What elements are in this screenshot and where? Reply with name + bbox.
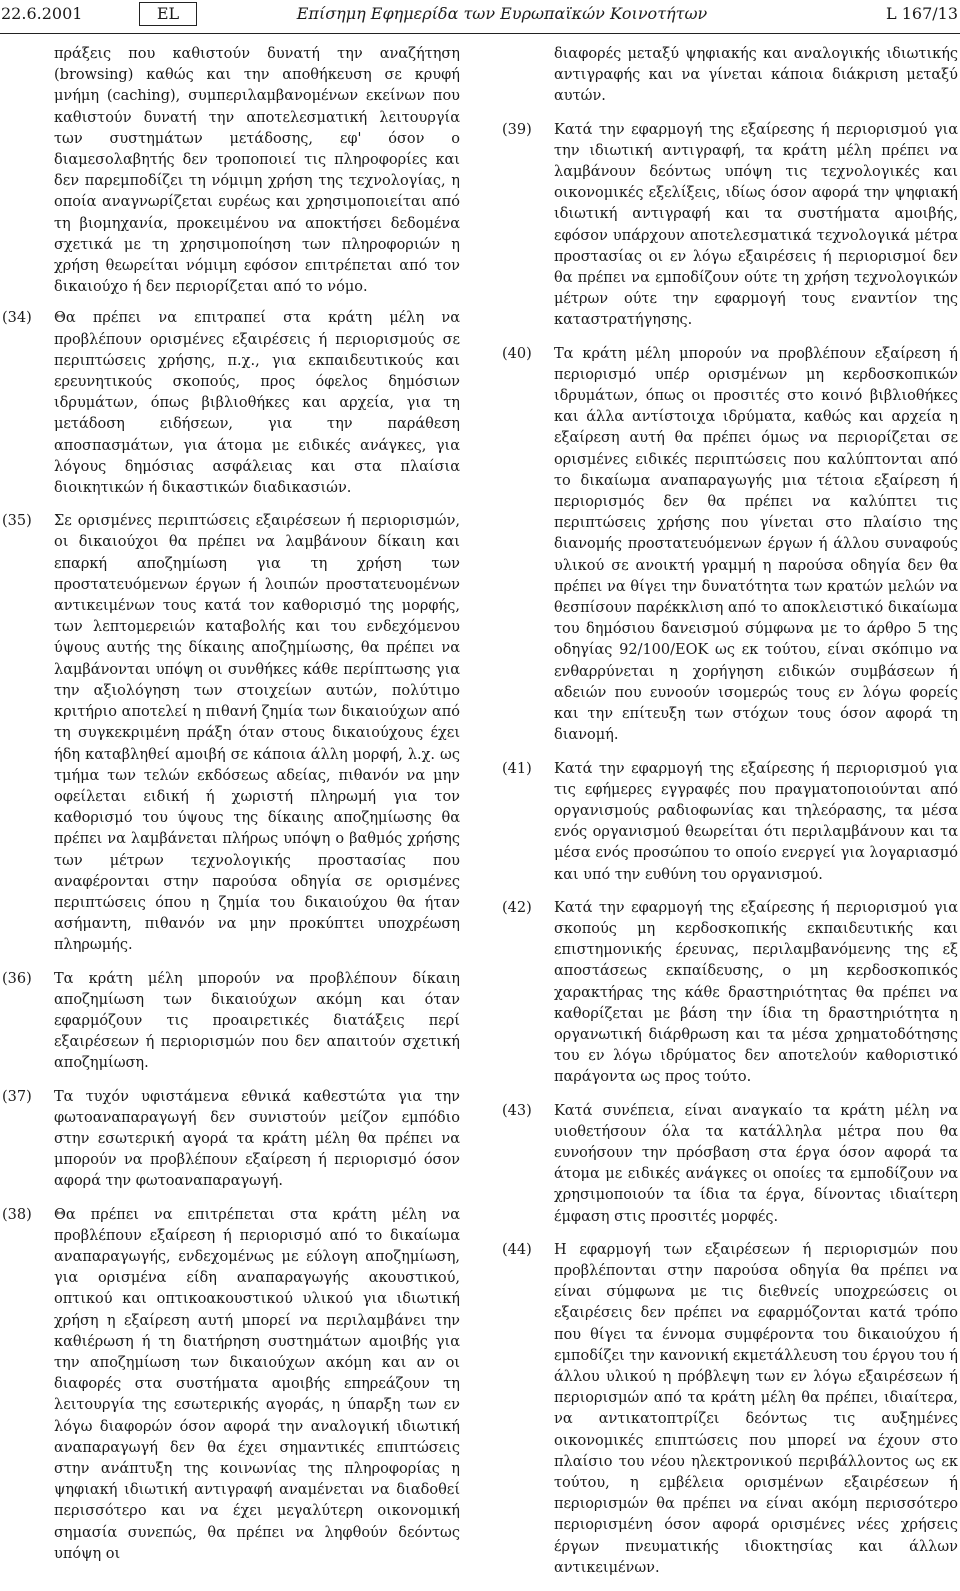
left-column: [2, 44, 460, 1577]
recital-text: Τα τυχόν υφιστάμενα εθνικά καθεστώτα για την φωτοαναπαραγωγή δεν συνιστούν μείζον εμπόδιο στην εσωτερική αγορά τα κράτη μέλη θα πρέπει να μπορούν να προβλέπουν εξαίρεση ή περιορισμό όσον αφορά την φωτοαναπαραγωγή.: [54, 1088, 460, 1190]
publication-date: 22.6.2001: [1, 4, 83, 23]
recital-43: [502, 1101, 958, 1228]
page-header: [0, 0, 960, 34]
recital-text: Κατά την εφαρμογή της εξαίρεσης ή περιορισμού για τις εφήμερες εγγραφές που πραγματοποιούνται από οργανισμούς ραδιοφωνίας και τηλεόρασης, τα μέσα ενός οργανισμού θεωρείται ότι περιλαμβάνουν και τα μέσα ενός προσώπου το οποίο ενεργεί για λογαριασμό και υπό την ευθύνη του οργανισμού.: [554, 760, 958, 883]
recital-number: (44): [502, 1241, 532, 1258]
recital-text: Θα πρέπει να επιτρέπεται στα κράτη μέλη να προβλέπουν εξαίρεση ή περιορισμό από το δικαίωμα αναπαραγωγής, ενδεχομένως με εύλογη αποζημίωση, για ορισμένα είδη αναπαραγωγής ακουστικού, οπτικού και οπτικοακουστικού υλικού για ιδιωτική χρήση η εξαίρεση αυτή μπορεί να περιλαμβάνει την καθιέρωση ή τη διατήρηση συστημάτων αμοιβής για την αποζημίωση των δικαιούχων ακόμη και αν οι διαφορές στα συστήματα αμοιβής επηρεάζουν τη λειτουργία της εσωτερικής αγοράς, η ύπαρξη των εν λόγω διαφορών όσον αφορά την αναλογική ιδιωτική αναπαραγωγή δεν θα έχει σημαντικές επιπτώσεις στην ανάπτυξη της κοινωνίας της πληροφορίας η ψηφιακή ιδιωτική αντιγραφή αναμένεται να διαδοθεί περισσότερο και να έχει μεγαλύτερη οικονομική σημασία συνεπώς, θα πρέπει να ληφθούν δεόντως υπόψη οι: [54, 1206, 460, 1562]
recital-34: [2, 308, 460, 499]
recital-text: Τα κράτη μέλη μπορούν να προβλέπουν δίκαιη αποζημίωση των δικαιούχων ακόμη και όταν εφαρμόζουν τις προαιρετικές διατάξεις περί εξαιρέσεων ή περιορισμών που δεν απαιτούν σχετική αποζημίωση.: [54, 970, 460, 1072]
recital-number: (41): [502, 760, 532, 777]
recital-text: Κατά την εφαρμογή της εξαίρεσης ή περιορισμού για την ιδιωτική αντιγραφή, τα κράτη μέλη πρέπει να λαμβάνουν δεόντως υπόψη τις τεχνολογικές και οικονομικές εξελίξεις, ιδίως όσον αφορά την ψηφιακή ιδιωτική αντιγραφή και τα συστήματα αμοιβής, εφόσον υπάρχουν αποτελεσματικά τεχνολογικά μέτρα προστασίας οι εν λόγω εξαιρέσεις ή περιορισμοί δεν θα πρέπει να εμποδίζουν ούτε τη χρήση τεχνολογικών μέτρων ούτε την εφαρμογή τους εναντίον της καταστρατήγησης.: [554, 121, 958, 329]
recital-41: [502, 759, 958, 886]
recital-42: [502, 898, 958, 1089]
recital-number: (40): [502, 345, 532, 362]
recital-text: Κατά συνέπεια, είναι αναγκαίο τα κράτη μέλη να υιοθετήσουν όλα τα κατάλληλα μέτρα που θα ευνοήσουν την πρόσβαση στα έργα όσον αφορά τα άτομα με ειδικές ανάγκες οι οποίες τα εμποδίζουν να χρησιμοποιούν τα ίδια τα έργα, δίνοντας ιδιαίτερη έμφαση στις προσιτές μορφές.: [554, 1102, 958, 1225]
page-reference: L 167/13: [886, 4, 958, 23]
recital-39: [502, 120, 958, 332]
recital-38: [2, 1205, 460, 1565]
recital-text: Θα πρέπει να επιτραπεί στα κράτη μέλη να προβλέπουν ορισμένες εξαιρέσεις ή περιορισμούς σε περιπτώσεις χρήσης, π.χ., για εκπαιδευτικούς και ερευνητικούς σκοπούς, προς όφελος δημόσιων ιδρυμάτων, όπως βιβλιοθήκες και αρχεία, για τη μετάδοση ειδήσεων, για την παράθεση αποσπασμάτων, για άτομα με ειδικές ανάγκες, για λόγους δημόσιας ασφάλειας και στα πλαίσια διοικητικών ή δικαστικών διαδικασιών.: [54, 310, 460, 497]
language-code-box: EL: [139, 2, 197, 26]
continuation-paragraph: πράξεις που καθιστούν δυνατή την αναζήτηση (browsing) καθώς και την αποθήκευση σε κρυφή μνήμη (caching), συμπεριλαμβανομένων εκείνων που καθιστούν δυνατή την αποτελεσματική λειτουργία των συστημάτων μετάδοσης, εφ' όσον ο διαμεσολαβητής δεν τροποποιεί τις πληροφορίες και δεν παρεμποδίζει τη νόμιμη χρήση της τεχνολογίας, η οποία αναγνωρίζεται ευρέως και χρησιμοποιείται από τη βιομηχανία, προκειμένου να αποκτήσει δεδομένα σχετικά με τη χρησιμοποίηση των πληροφοριών η χρήση θεωρείται νόμιμη εφόσον επιτρέπεται από τον δικαιούχο ή δεν περιορίζεται από το νόμο.: [54, 46, 460, 296]
recital-number: (36): [2, 970, 32, 987]
recital-40: [502, 344, 958, 747]
recital-44: [502, 1240, 958, 1579]
recital-text: Κατά την εφαρμογή της εξαίρεσης ή περιορισμού για σκοπούς μη κερδοσκοπικής εκπαιδευτικής και επιστημονικής έρευνας, περιλαμβανόμενης της εξ αποστάσεως εκπαίδευσης, ο μη κερδοσκοπικός χαρακτήρας της κάθε δραστηριότητας θα πρέπει να καθορίζεται με βάση την ίδια τη δραστηριότητα η οργανωτική διάρθρωση και τα μέσα χρηματοδότησης του εν λόγω ιδρύματος δεν αποτελούν καθοριστικό παράγοντα ως προς τούτο.: [554, 899, 958, 1086]
recital-37: [2, 1087, 460, 1193]
continuation-paragraph: διαφορές μεταξύ ψηφιακής και αναλογικής ιδιωτικής αντιγραφής και να γίνεται κάποια διάκριση μεταξύ αυτών.: [554, 46, 958, 105]
recital-number: (38): [2, 1206, 32, 1223]
recital-number: (34): [2, 310, 32, 327]
recital-text: Σε ορισμένες περιπτώσεις εξαιρέσεων ή περιορισμών, οι δικαιούχοι θα πρέπει να λαμβάνουν δίκαιη και επαρκή αποζημίωση για τη χρήση των προστατευόμενων έργων ή λοιπών προστατευομένων αντικειμένων τους κατά τον καθορισμό της μορφής, των λεπτομερειών καταβολής και του ενδεχόμενου ύψους αυτής της δίκαιης αποζημίωσης, θα πρέπει να λαμβάνονται υπόψη οι συνθήκες κάθε περίπτωσης για την αξιολόγηση των στοιχείων αυτών, πολύτιμο κριτήριο αποτελεί η πιθανή ζημία των δικαιούχων από τη συγκεκριμένη πράξη όταν στους δικαιούχους έχει ήδη καταβληθεί αμοιβή σε κάποια άλλη μορφή, λ.χ. ως τμήμα των τελών εκδόσεως αδείας, πιθανόν να μην οφείλεται ειδική ή χωριστή πληρωμή για τον καθορισμό του ύψους της δίκαιης αποζημίωσης θα πρέπει να λαμβάνεται πλήρως υπόψη ο βαθμός χρήσης των μέτρων τεχνολογικής προστασίας που αναφέρονται στην παρούσα οδηγία σε ορισμένες περιπτώσεις όπου η ζημία του δικαιούχου θα ήταν ασήμαντη, πιθανόν να μην προκύπτει υποχρέωση πληρωμής.: [54, 513, 460, 954]
recital-35: [2, 511, 460, 956]
recital-number: (35): [2, 513, 32, 530]
recital-number: (39): [502, 121, 532, 138]
right-column: [502, 44, 958, 1591]
recital-text: Η εφαρμογή των εξαιρέσεων ή περιορισμών που προβλέπονται στην παρούσα οδηγία θα πρέπει να είναι σύμφωνα με τις διεθνείς υποχρεώσεις οι εξαιρέσεις δεν πρέπει να εφαρμόζονται κατά τρόπο που θίγει τα έννομα συμφέροντα του δικαιούχου ή εμποδίζει την κανονική εκμετάλλευση του έργου του ή άλλου υλικού η πρόβλεψη των εν λόγω εξαιρέσεων ή περιορισμών από τα κράτη μέλη θα πρέπει, ιδιαίτερα, να αντικατοπτρίζει δεόντως τις αυξημένες οικονομικές επιπτώσεις που μπορεί να έχουν στο πλαίσιο του νέου ηλεκτρονικού περιβάλλοντος ως εκ τούτου, η εμβέλεια ορισμένων εξαιρέσεων ή περιορισμών θα πρέπει να είναι ακόμη περισσότερο περιορισμένη όσον αφορά ορισμένες νέες χρήσεις έργων πνευματικής ιδιοκτησίας και άλλων αντικειμένων.: [554, 1241, 958, 1576]
recital-number: (42): [502, 899, 532, 916]
recital-36: [2, 969, 460, 1075]
recital-text: Τα κράτη μέλη μπορούν να προβλέπουν εξαίρεση ή περιορισμό υπέρ ορισμένων μη κερδοσκοπικών ιδρυμάτων, όπως οι προσιτές στο κοινό βιβλιοθήκες και άλλα αντίστοιχα ιδρύματα, καθώς και αρχεία η εξαίρεση αυτή θα πρέπει όμως να περιορίζεται σε ορισμένες ειδικές περιπτώσεις που καλύπτονται από το δικαίωμα αναπαραγωγής μια τέτοια εξαίρεση ή περιορισμός δεν θα πρέπει να καλύπτει τις περιπτώσεις χρήσης που γίνεται στο πλαίσιο της διανομής προστατευόμενων έργων ή άλλου συναφούς υλικού σε ανοικτή γραμμή η παρούσα οδηγία δεν θα πρέπει να θίγει την δυνατότητα των κρατών μελών να θεσπίσουν παρέκκλιση από το αποκλειστικό δικαίωμα του δημόσιου δανεισμού σύμφωνα με το άρθρο 5 της οδηγίας 92/100/ΕΟΚ ως εκ τούτου, είναι σκόπιμο να ενθαρρύνεται η χορήγηση ειδικών συμβάσεων ή αδειών που ευνοούν ισομερώς τους εν λόγω φορείς και την επίτευξη των στόχων τους όσον αφορά τη διανομή.: [554, 345, 958, 744]
recital-number: (43): [502, 1102, 532, 1119]
journal-title: Επίσημη Εφημερίδα των Ευρωπαϊκών Κοινοτήτων: [296, 4, 708, 23]
recital-number: (37): [2, 1088, 32, 1105]
